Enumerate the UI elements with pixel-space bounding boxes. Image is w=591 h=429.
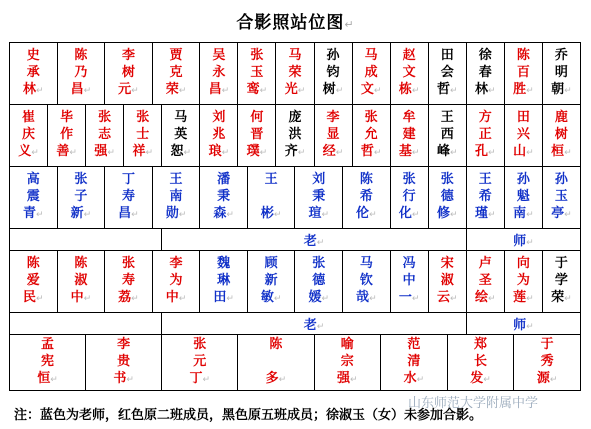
seat-cell (352, 43, 390, 105)
person-name: 孙 钧 树↵ (322, 48, 344, 97)
seat-cell (542, 43, 580, 105)
person-name: 鹿 树 桓↵ (551, 110, 572, 159)
seat-cell (200, 105, 238, 167)
seat-cell (152, 167, 200, 229)
person-name: 陈 淑 中↵ (70, 256, 92, 305)
seat-cell (466, 251, 504, 313)
person-name: 庞 洪 齐↵ (284, 110, 306, 159)
seat-cell (105, 251, 153, 313)
seat-cell (343, 167, 391, 229)
seat-cell (238, 43, 276, 105)
seat-cell (352, 105, 390, 167)
person-name: 张 寿 荔↵ (118, 256, 139, 305)
person-name: 刘 兆 琅↵ (208, 110, 230, 159)
person-name: 刘 秉 瑄↵ (308, 172, 330, 221)
person-name: 徐 春 林↵ (475, 48, 496, 97)
person-name: 马 成 文↵ (360, 48, 382, 97)
seat-cell (162, 105, 200, 167)
person-name: 向 为 莲↵ (513, 256, 534, 305)
person-name: 赵 文 栋↵ (398, 48, 420, 97)
seat-cell (162, 335, 238, 391)
seat-cell (295, 251, 343, 313)
person-name: 宋 淑 云↵ (436, 256, 458, 305)
seat-cell (390, 251, 428, 313)
seat-cell (314, 43, 352, 105)
seat-cell (514, 335, 581, 391)
seat-cell (200, 251, 248, 313)
seat-cell (57, 43, 105, 105)
person-name: 张 士 祥↵ (132, 110, 153, 159)
person-name: 毕 作 善↵ (56, 110, 77, 159)
teacher-label-cell (10, 313, 162, 335)
person-name: 李 显 经↵ (322, 110, 344, 159)
teacher-row (10, 229, 581, 251)
seat-cell (10, 167, 58, 229)
person-name: 王 南 勋↵ (165, 172, 187, 221)
seat-cell (10, 335, 86, 391)
teacher-label-cell: 老↵ (162, 229, 467, 251)
person-name: 丁 寿 昌↵ (118, 172, 139, 221)
seat-cell (343, 251, 391, 313)
person-name: 喻 宗 强↵ (337, 337, 358, 386)
student-row (10, 105, 581, 167)
teacher-label-cell: 师↵ (466, 313, 580, 335)
seat-cell (390, 105, 428, 167)
person-name: 李 为 中↵ (165, 256, 187, 305)
seat-cell (390, 43, 428, 105)
person-name: 方 正 孔↵ (475, 110, 496, 159)
seat-cell (542, 105, 580, 167)
seat-cell (447, 335, 514, 391)
seat-cell (504, 105, 542, 167)
seat-cell (428, 251, 466, 313)
person-name: 郑 长 发↵ (470, 337, 491, 386)
person-name: 马 英 恕↵ (170, 110, 192, 159)
seat-cell (57, 251, 105, 313)
seat-cell (542, 167, 580, 229)
watermark-text: 山东师范大学附属中学 (408, 396, 539, 411)
person-name: 张 德 修↵ (436, 172, 458, 221)
seat-cell (390, 167, 428, 229)
seat-cell (314, 335, 381, 391)
seat-cell (428, 43, 466, 105)
person-name: 张 元 丁↵ (189, 337, 211, 386)
person-name: 吴 永 昌↵ (208, 48, 230, 97)
seat-cell (10, 251, 58, 313)
seat-cell (86, 335, 162, 391)
person-name: 高 震 青↵ (23, 172, 44, 221)
seat-cell (124, 105, 162, 167)
seat-cell (504, 251, 542, 313)
person-name: 贾 克 荣↵ (165, 48, 187, 97)
person-name: 于 学 荣↵ (551, 256, 572, 305)
seat-cell (466, 105, 504, 167)
seat-cell (542, 251, 580, 313)
seat-cell (105, 167, 153, 229)
seat-cell (428, 167, 466, 229)
teacher-label-cell: 老↵ (162, 313, 467, 335)
seat-cell (276, 43, 314, 105)
seat-cell (466, 167, 504, 229)
seat-cell (10, 105, 48, 167)
person-name: 卢 圣 绘↵ (475, 256, 496, 305)
person-name: 陈 乃 昌↵ (70, 48, 92, 97)
person-name: 范 清 水↵ (403, 337, 425, 386)
person-name: 李 树 元↵ (118, 48, 139, 97)
person-name: 马 荣 光↵ (284, 48, 306, 97)
seat-cell (152, 43, 200, 105)
person-name: 陈 百 胜↵ (513, 48, 534, 97)
person-name: 史 承 林↵ (23, 48, 44, 97)
seat-cell (152, 251, 200, 313)
person-name: 李 贵 书↵ (113, 337, 134, 386)
seat-cell (276, 105, 314, 167)
person-name: 何 晋 璞↵ (246, 110, 268, 159)
seat-cell (48, 105, 86, 167)
person-name: 于 秀 源↵ (536, 337, 558, 386)
seat-cell (10, 43, 58, 105)
seat-cell (466, 43, 504, 105)
seat-cell (105, 43, 153, 105)
person-name: 张 志 强↵ (94, 110, 115, 159)
seat-cell (247, 167, 295, 229)
person-name: 孟 宪 恒↵ (37, 337, 58, 386)
student-row (10, 251, 581, 313)
person-name: 田 兴 山↵ (513, 110, 534, 159)
seat-cell (381, 335, 448, 391)
person-name: 魏 琳 田↵ (213, 256, 234, 305)
person-name: 孙 魁 南↵ (513, 172, 534, 221)
legend-note: 注：蓝色为老师，红色原二班成员，黑色原五班成员；徐淑玉（女）未参加合影。 (14, 408, 483, 423)
person-name: 王 西 峰↵ (436, 110, 458, 159)
person-name: 马 钦 哉↵ (356, 256, 377, 305)
person-name: 陈 多↵ (265, 337, 287, 386)
page-title: 合影照站位图↵ (236, 13, 355, 33)
seat-cell (504, 167, 542, 229)
seat-cell (247, 251, 295, 313)
seat-cell (314, 105, 352, 167)
person-name: 陈 爱 民↵ (23, 256, 44, 305)
person-name: 孙 玉 亭↵ (551, 172, 572, 221)
person-name: 田 会 哲↵ (436, 48, 458, 97)
seat-cell (238, 335, 314, 391)
seat-cell (295, 167, 343, 229)
teacher-row (10, 313, 581, 335)
seat-cell (200, 43, 238, 105)
student-row (10, 43, 581, 105)
person-name: 冯 中 一↵ (398, 256, 420, 305)
seat-cell (57, 167, 105, 229)
person-name: 乔 明 朝↵ (551, 48, 572, 97)
seat-cell (86, 105, 124, 167)
person-name: 张 允 哲↵ (360, 110, 382, 159)
teacher-label-cell (10, 229, 162, 251)
seat-cell (238, 105, 276, 167)
seat-cell (200, 167, 248, 229)
person-name: 陈 希 伦↵ (356, 172, 377, 221)
person-name: 张 子 新↵ (70, 172, 92, 221)
person-name: 潘 秉 森↵ (213, 172, 234, 221)
seat-cell (428, 105, 466, 167)
seat-cell (504, 43, 542, 105)
person-name: 崔 庆 义↵ (18, 110, 39, 159)
student-row (10, 335, 581, 391)
person-name: 张 玉 鸾↵ (246, 48, 268, 97)
teacher-label-cell: 师↵ (466, 229, 580, 251)
seating-chart-table (9, 42, 581, 391)
person-name: 顾 新 敏↵ (260, 256, 282, 305)
person-name: 王 彬↵ (260, 172, 282, 221)
person-name: 王 希 瑾↵ (475, 172, 496, 221)
student-row (10, 167, 581, 229)
person-name: 牟 建 基↵ (398, 110, 420, 159)
person-name: 张 德 媛↵ (308, 256, 330, 305)
person-name: 张 行 化↵ (398, 172, 420, 221)
